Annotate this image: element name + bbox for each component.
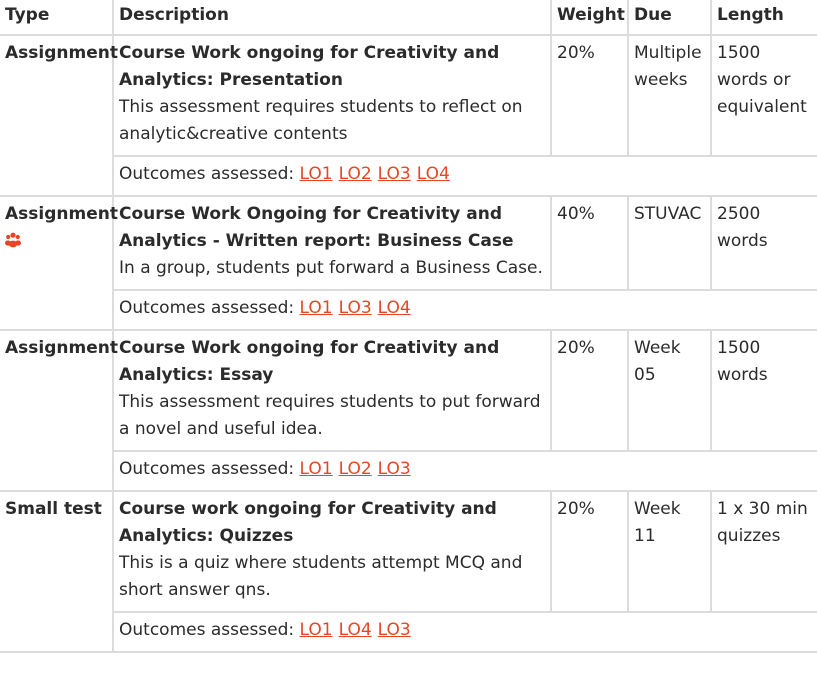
assessment-text: This assessment requires students to put forward a novel and useful idea.	[119, 392, 541, 439]
header-description: Description	[113, 0, 551, 35]
assessment-description	[113, 196, 551, 290]
assessment-type-cell	[0, 196, 118, 330]
outcome-link-lo3[interactable]: LO3	[377, 459, 411, 479]
outcome-link-lo3[interactable]: LO3	[377, 620, 411, 640]
assessment-due: Week 05	[628, 330, 711, 451]
outcome-link-lo1[interactable]: LO1	[299, 620, 333, 640]
assessment-type: Assignment	[5, 338, 118, 358]
assessment-title: Course Work ongoing for Creativity and Analytics: Presentation	[119, 43, 500, 90]
header-type: Type	[0, 0, 113, 35]
outcome-link-lo3[interactable]: LO3	[377, 164, 411, 184]
outcome-link-lo1[interactable]: LO1	[299, 164, 333, 184]
assessment-title: Course Work Ongoing for Creativity and Analytics - Written report: Business Case	[119, 204, 514, 251]
header-length: Length	[711, 0, 817, 35]
outcomes-cell	[113, 612, 817, 652]
outcomes-cell	[113, 451, 817, 491]
outcomes-row	[0, 290, 817, 330]
assessment-weight: 20%	[551, 330, 628, 451]
assessment-text: This assessment requires students to reflect on analytic&creative contents	[119, 97, 523, 144]
assessment-description	[113, 330, 551, 451]
outcome-link-lo4[interactable]: LO4	[377, 298, 411, 318]
outcomes-row	[0, 156, 817, 196]
outcomes-label: Outcomes assessed:	[119, 298, 295, 318]
outcome-link-lo4[interactable]: LO4	[416, 164, 450, 184]
table-row	[0, 35, 817, 156]
assessment-type: Assignment	[5, 43, 118, 63]
assessment-type: Small test	[5, 499, 102, 519]
outcome-link-lo3[interactable]: LO3	[338, 298, 372, 318]
assessment-due: STUVAC	[628, 196, 711, 290]
header-weight: Weight	[551, 0, 628, 35]
outcome-link-lo2[interactable]: LO2	[338, 459, 372, 479]
assessment-due: Week 11	[628, 491, 711, 612]
header-row	[0, 0, 817, 35]
assessment-weight: 20%	[551, 491, 628, 612]
assessment-type-cell	[0, 330, 118, 491]
assessment-type: Assignment	[5, 204, 118, 224]
outcome-link-lo4[interactable]: LO4	[338, 620, 372, 640]
outcomes-row	[0, 612, 817, 652]
assessment-weight: 40%	[551, 196, 628, 290]
assessment-text: This is a quiz where students attempt MCQ and short answer qns.	[119, 553, 523, 600]
assessment-weight: 20%	[551, 35, 628, 156]
outcomes-label: Outcomes assessed:	[119, 459, 295, 479]
table-row	[0, 196, 817, 290]
assessment-description	[113, 491, 551, 612]
outcome-link-lo1[interactable]: LO1	[299, 459, 333, 479]
header-due: Due	[628, 0, 711, 35]
assessment-title: Course work ongoing for Creativity and Analytics: Quizzes	[119, 499, 497, 546]
outcomes-cell	[113, 156, 817, 196]
outcome-link-lo2[interactable]: LO2	[338, 164, 372, 184]
assessment-description	[113, 35, 551, 156]
assessment-length: 1 x 30 min quizzes	[711, 491, 817, 612]
group-icon	[5, 232, 21, 248]
assessment-title: Course Work ongoing for Creativity and Analytics: Essay	[119, 338, 500, 385]
assessment-length: 2500 words	[711, 196, 817, 290]
table-row	[0, 491, 817, 612]
outcomes-label: Outcomes assessed:	[119, 620, 295, 640]
table-body	[0, 35, 817, 652]
table-row	[0, 330, 817, 451]
assessment-length: 1500 words	[711, 330, 817, 451]
assessment-text: In a group, students put forward a Business Case.	[119, 258, 543, 278]
assessment-length: 1500 words or equivalent	[711, 35, 817, 156]
outcome-link-lo1[interactable]: LO1	[299, 298, 333, 318]
outcomes-row	[0, 451, 817, 491]
assessment-type-cell	[0, 491, 113, 652]
assessment-due: Multiple weeks	[628, 35, 711, 156]
assessment-type-cell	[0, 35, 118, 196]
outcomes-label: Outcomes assessed:	[119, 164, 295, 184]
outcomes-cell	[113, 290, 817, 330]
